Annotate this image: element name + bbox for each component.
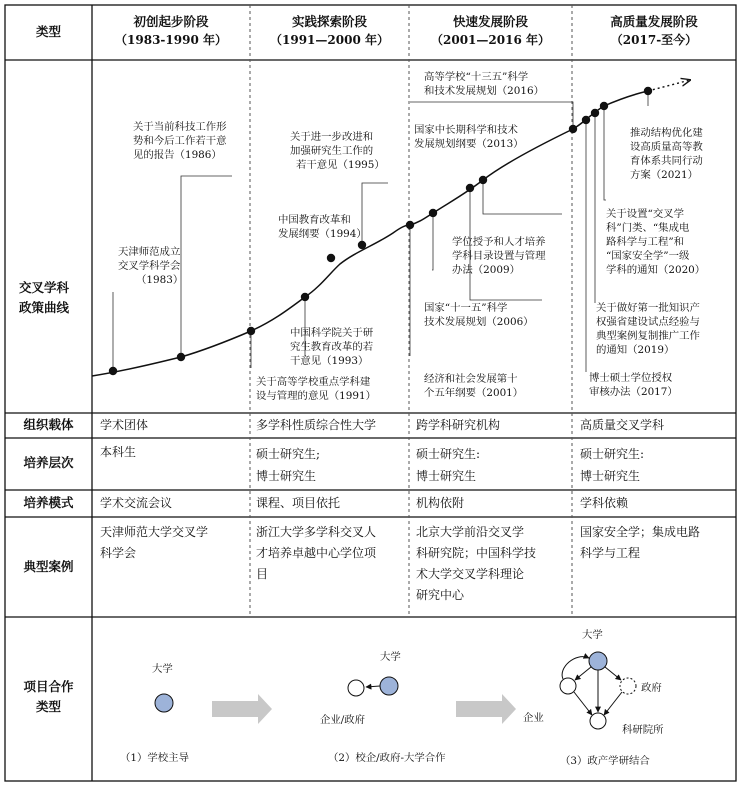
coop-diagram-1 [155, 694, 173, 712]
coop-2-partner-label: 企业/政府 [320, 714, 366, 726]
policy-annotation [630, 126, 703, 182]
case-line: 北京大学前沿交叉学 [416, 525, 525, 539]
annotation-line: 加强研究生工作的 [290, 145, 374, 157]
coop-diagram-2 [348, 677, 398, 696]
case-cell [100, 522, 208, 564]
policy-annotation [596, 301, 700, 357]
annotation-line: 设高质量高等教 [630, 141, 703, 153]
stage-3-header [409, 12, 572, 50]
annotation-line: 若干意见（1995） [296, 159, 385, 171]
annotation-line: 交叉学科学会 [118, 260, 181, 272]
annotation-line: 科”门类、“集成电 [606, 222, 690, 234]
annotation-line: 经济和社会发展第十 [424, 373, 518, 385]
case-line: 科学与工程 [580, 546, 641, 560]
curve-row-label-line-2: 政策曲线 [19, 300, 70, 315]
curve-row-label-line-1: 交叉学科 [19, 280, 70, 295]
coop-diagram-3 [560, 652, 636, 729]
policy-annotation [589, 371, 678, 399]
coop-row-label-line-1: 项目合作 [23, 679, 74, 694]
level-cell [256, 443, 320, 487]
cases-row-label: 典型案例 [23, 559, 74, 574]
annotation-line: 技术发展规划（2006） [424, 316, 534, 328]
annotation-line: 设与管理的意见（1991） [256, 390, 376, 402]
stage-4-years: （2017-至今） [610, 33, 698, 47]
annotation-line: 见的报告（1986） [133, 149, 222, 161]
carrier-row-label: 组织载体 [23, 417, 74, 432]
case-line: 才培养卓越中心学位项 [256, 546, 377, 560]
coop-3-enterprise-label: 企业 [523, 712, 544, 724]
annotation-line: 办法（2009） [452, 264, 521, 276]
mode-row-label: 培养模式 [23, 495, 74, 510]
stage-1-years: （1983-1990 年） [115, 33, 227, 47]
case-line: 科研究院；中国科学技 [416, 546, 537, 560]
coop-row-label-line-2: 类型 [35, 699, 61, 714]
annotation-line: 个五年纲要（2001） [424, 387, 524, 399]
annotation-line: 中国教育改革和 [278, 214, 351, 226]
carrier-cell: 跨学科研究机构 [416, 418, 501, 432]
policy-annotation [118, 245, 183, 287]
annotation-line: 关于做好第一批知识产 [596, 302, 700, 314]
annotation-line: 国家“十一五”科学 [424, 302, 508, 314]
annotation-line: 育体系共同行动 [630, 155, 703, 167]
policy-annotation [424, 301, 534, 329]
mode-cell: 学术交流会议 [100, 496, 173, 510]
policy-annotation [606, 207, 705, 277]
annotation-line: 推动结构优化建 [630, 127, 703, 139]
policy-annotation [256, 375, 376, 403]
annotation-line: 干意见（1993） [290, 355, 369, 367]
case-line: 科学会 [100, 546, 137, 560]
case-cell [416, 522, 536, 606]
annotation-line: “国家安全学”一级 [606, 250, 690, 262]
institute-node-3 [590, 713, 606, 729]
annotation-line: 国家中长期科学和技术 [414, 124, 518, 136]
coop-3-university-label: 大学 [582, 629, 603, 641]
policy-annotation [290, 130, 385, 172]
case-cell [580, 522, 700, 564]
enterprise-node-3 [560, 678, 576, 694]
stage-2-header [250, 12, 409, 50]
case-line: 天津师范大学交叉学 [100, 525, 209, 539]
carrier-cell: 多学科性质综合性大学 [256, 418, 377, 432]
curve-row-label [5, 278, 99, 318]
level-line: 本科生 [100, 445, 137, 459]
policy-annotation [414, 123, 524, 151]
annotation-line: 高等学校“十三五”科学 [424, 71, 529, 83]
annotation-line: （1983） [136, 274, 184, 286]
annotation-line: 的通知（2019） [596, 344, 675, 356]
annotation-line: 关于高等学校重点学科建 [256, 376, 371, 388]
annotation-line: 路科学与工程”和 [606, 236, 685, 248]
annotation-line: 关于设置“交叉学 [606, 208, 685, 220]
annotation-line: 典型案例复制推广工作 [596, 330, 700, 342]
coop-3-institute-label: 科研院所 [622, 724, 664, 736]
coop-3-government-label: 政府 [641, 682, 662, 694]
university-node-2 [380, 677, 398, 695]
annotation-line: 方案（2021） [630, 169, 699, 181]
coop-3-caption: （3）政产学研结合 [560, 755, 650, 767]
university-node-3 [589, 652, 607, 670]
case-line: 目 [256, 567, 269, 581]
carrier-cell: 高质量交叉学科 [580, 418, 665, 432]
policy-annotation [133, 120, 227, 162]
level-line: 硕士研究生; [256, 447, 321, 461]
policy-annotation [424, 372, 523, 400]
case-line: 研究中心 [416, 588, 465, 602]
carrier-cell: 学术团体 [100, 418, 149, 432]
annotation-line: 审核办法（2017） [589, 386, 678, 398]
stage-4-header [572, 12, 736, 50]
annotation-line: 发展纲要（1994） [278, 228, 367, 240]
case-line: 术大学交叉学科理论 [416, 567, 525, 581]
stage-2-years: （1991—2000 年） [270, 33, 389, 47]
coop-2-university-label: 大学 [380, 651, 401, 663]
annotation-line: 发展规划纲要（2013） [414, 138, 524, 150]
annotation-line: 中国科学院关于研 [290, 327, 374, 339]
policy-annotation [290, 326, 373, 368]
stage-2-name: 实践探索阶段 [291, 14, 367, 29]
arrow-shape-1 [212, 694, 272, 724]
stage-3-years: （2001—2016 年） [431, 33, 550, 47]
policy-annotation [278, 213, 367, 241]
mode-cell: 课程、项目依托 [256, 496, 341, 510]
coop-1-caption: （1）学校主导 [120, 752, 189, 764]
annotation-line: 学位授予和人才培养 [452, 236, 546, 248]
annotation-line: 势和今后工作若干意 [133, 135, 227, 147]
coop-2-caption: （2）校企/政府-大学合作 [328, 752, 446, 764]
level-cell [416, 443, 480, 487]
annotation-line: 关于当前科技工作形 [133, 121, 227, 133]
level-line: 硕士研究生: [416, 447, 481, 461]
coop-1-university-label: 大学 [152, 663, 173, 675]
level-cell [580, 443, 644, 487]
level-cell [100, 443, 136, 461]
annotation-line: 学科的通知（2020） [606, 264, 706, 276]
case-cell [256, 522, 376, 585]
annotation-line: 关于进一步改进和 [290, 131, 374, 143]
level-line: 博士研究生 [416, 469, 477, 483]
mode-cell: 学科依赖 [580, 496, 629, 510]
annotation-line: 学科目录设置与管理 [452, 250, 546, 262]
arrow-shape-2 [456, 694, 516, 724]
stage-1-header [92, 12, 250, 50]
stage-4-name: 高质量发展阶段 [610, 14, 698, 29]
stage-3-name: 快速发展阶段 [452, 14, 528, 29]
annotation-line: 和技术发展规划（2016） [424, 85, 544, 97]
university-node-1 [155, 694, 173, 712]
annotation-line: 究生教育改革的若 [290, 341, 374, 353]
level-row-label: 培养层次 [23, 455, 74, 470]
annotation-line: 博士硕士学位授权 [589, 372, 673, 384]
annotation-line: 权强省建设试点经验与 [596, 316, 700, 328]
annotation-line: 天津师范成立 [118, 246, 181, 258]
coop-row-label [5, 677, 92, 717]
policy-annotation [424, 70, 544, 98]
header-type-label: 类型 [35, 24, 61, 39]
stage-1-name: 初创起步阶段 [133, 14, 209, 29]
level-line: 博士研究生 [580, 469, 641, 483]
partner-node-2 [348, 680, 364, 696]
case-line: 浙江大学多学科交叉人 [256, 525, 377, 539]
mode-cell: 机构依附 [416, 496, 465, 510]
level-line: 博士研究生 [256, 469, 317, 483]
government-node-3 [620, 678, 636, 694]
level-line: 硕士研究生: [580, 447, 645, 461]
case-line: 国家安全学；集成电路 [580, 525, 701, 539]
policy-annotation [452, 235, 546, 277]
